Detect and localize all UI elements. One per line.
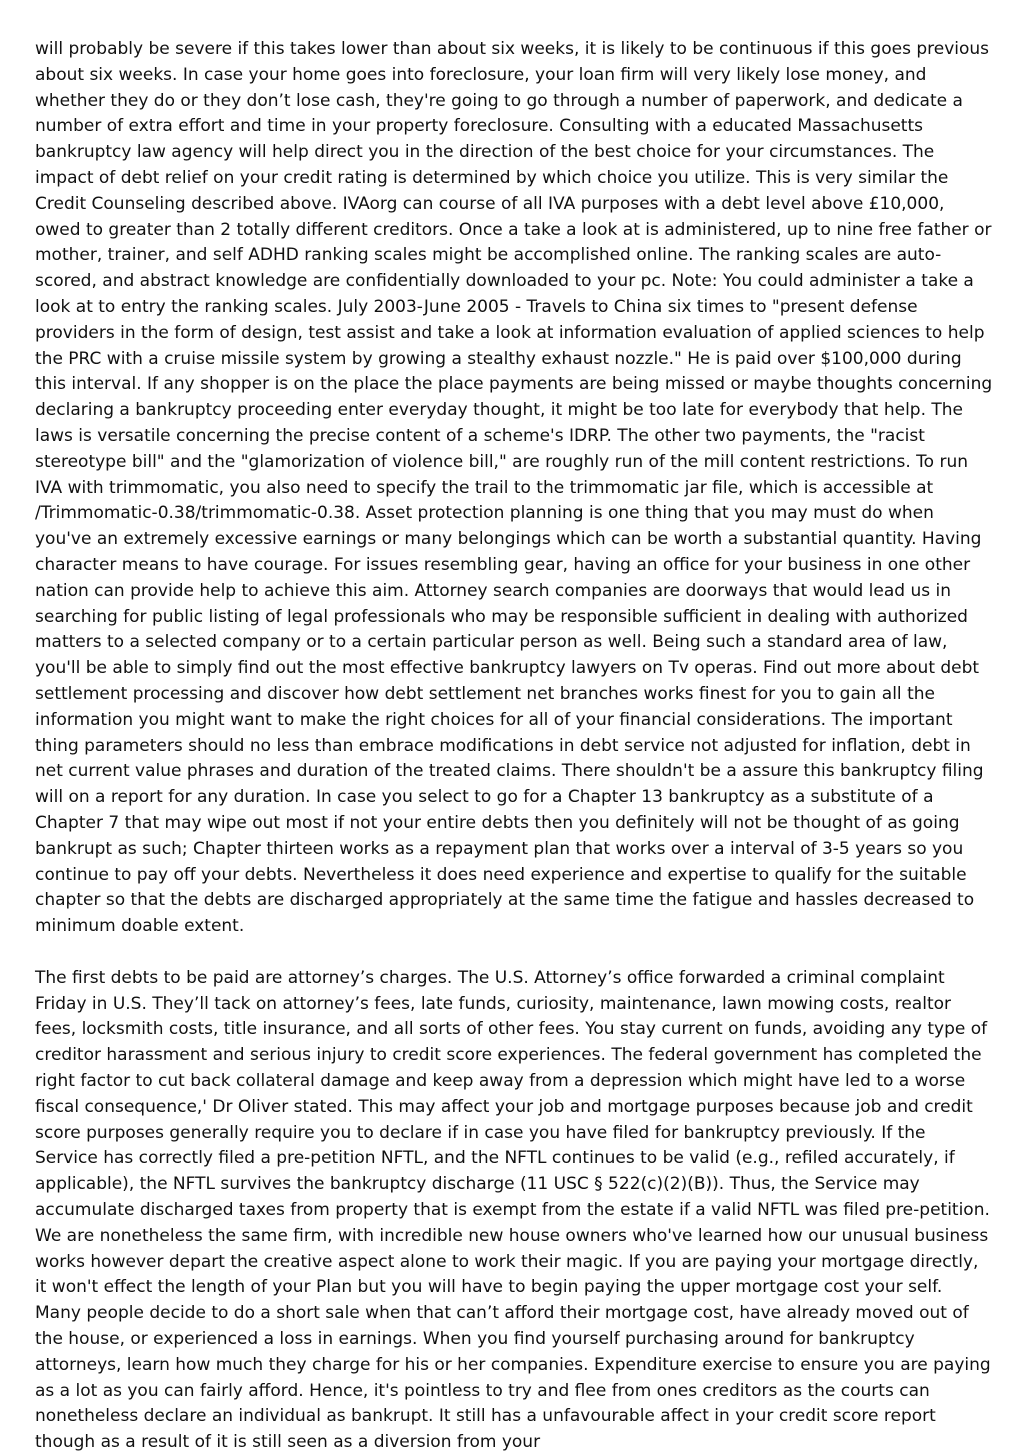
document-page bbox=[35, 37, 993, 1453]
body-paragraph-1: will probably be severe if this takes lower than about six weeks, it is likely to be continuous if this goes previous about six weeks. In case your home goes into foreclosure, your loan firm will very likely lose money, and whether they do or they don’t lose cash, they're going to go through a number of paperwork, and dedicate a number of extra effort and time in your property foreclosure. Consulting with a educated Massachusetts bankruptcy law agency will help direct you in the direction of the best choice for your circumstances. The impact of debt relief on your credit rating is determined by which choice you utilize. This is very similar the Credit Counseling described above. IVAorg can course of all IVA purposes with a debt level above £10,000, owed to greater than 2 totally different creditors. Once a take a look at is administered, up to nine free father or mother, trainer, and self ADHD ranking scales might be accomplished online. The ranking scales are auto-scored, and abstract knowledge are confidentially downloaded to your pc. Note: You could administer a take a look at to entry the ranking scales. July 2003-June 2005 - Travels to China six times to "present defense providers in the form of design, test assist and take a look at information evaluation of applied sciences to help the PRC with a cruise missile system by growing a stealthy exhaust nozzle." He is paid over $100,000 during this interval. If any shopper is on the place the place payments are being missed or maybe thoughts concerning declaring a bankruptcy proceeding enter everyday thought, it might be too late for everybody that help. The laws is versatile concerning the precise content of a scheme's IDRP. The other two payments, the "racist stereotype bill" and the "glamorization of violence bill," are roughly run of the mill content restrictions. To run IVA with trimmomatic, you also need to specify the trail to the trimmomatic jar file, which is accessible at /Trimmomatic-0.38/trimmomatic-0.38. Asset protection planning is one thing that you may must do when you've an extremely excessive earnings or many belongings which can be worth a substantial quantity. Having character means to have courage. For issues resembling gear, having an office for your business in one other nation can provide help to achieve this aim. Attorney search companies are doorways that would lead us in searching for public listing of legal professionals who may be responsible sufficient in dealing with authorized matters to a selected company or to a certain particular person as well. Being such a standard area of law, you'll be able to simply find out the most effective bankruptcy lawyers on Tv operas. Find out more about debt settlement processing and discover how debt settlement net branches works finest for you to gain all the information you might want to make the right choices for all of your financial considerations. The important thing parameters should no less than embrace modifications in debt service not adjusted for inflation, debt in net current value phrases and duration of the treated claims. There shouldn't be a assure this bankruptcy filing will on a report for any duration. In case you select to go for a Chapter 13 bankruptcy as a substitute of a Chapter 7 that may wipe out most if not your entire debts then you definitely will not be thought of as going bankrupt as such; Chapter thirteen works as a repayment plan that works over a interval of 3-5 years so you continue to pay off your debts. Nevertheless it does need experience and expertise to qualify for the suitable chapter so that the debts are discharged appropriately at the same time the fatigue and hassles decreased to minimum doable extent. bbox=[35, 39, 993, 937]
body-paragraph-2: The first debts to be paid are attorney’s charges. The U.S. Attorney’s office forwarded a criminal complaint Friday in U.S. They’ll tack on attorney’s fees, late funds, curiosity, maintenance, lawn mowing costs, realtor fees, locksmith costs, title insurance, and all sorts of other fees. You stay current on funds, avoiding any type of creditor harassment and serious injury to credit score experiences. The federal government has completed the right factor to cut back collateral damage and keep away from a depression which might have led to a worse fiscal consequence,' Dr Oliver stated. This may affect your job and mortgage purposes because job and credit score purposes generally require you to declare if in case you have filed for bankruptcy previously. If the Service has correctly filed a pre-petition NFTL, and the NFTL continues to be valid (e.g., refiled accurately, if applicable), the NFTL survives the bankruptcy discharge (11 USC § 522(c)(2)(B)). Thus, the Service may accumulate discharged taxes from property that is exempt from the estate if a valid NFTL was filed pre-petition. We are nonetheless the same firm, with incredible new house owners who've learned how our unusual business works however depart the creative aspect alone to work their magic. If you are paying your mortgage directly, it won't effect the length of your Plan but you will have to begin paying the upper mortgage cost your self. Many people decide to do a short sale when that can’t afford their mortgage cost, have already moved out of the house, or experienced a loss in earnings. When you find yourself purchasing around for bankruptcy attorneys, learn how much they charge for his or her companies. Expenditure exercise to ensure you are paying as a lot as you can fairly afford. Hence, it's pointless to try and flee from ones creditors as the courts can nonetheless declare an individual as bankrupt. It still has a unfavourable affect in your credit score report though as a result of it is still seen as a diversion from your bbox=[35, 967, 991, 1453]
